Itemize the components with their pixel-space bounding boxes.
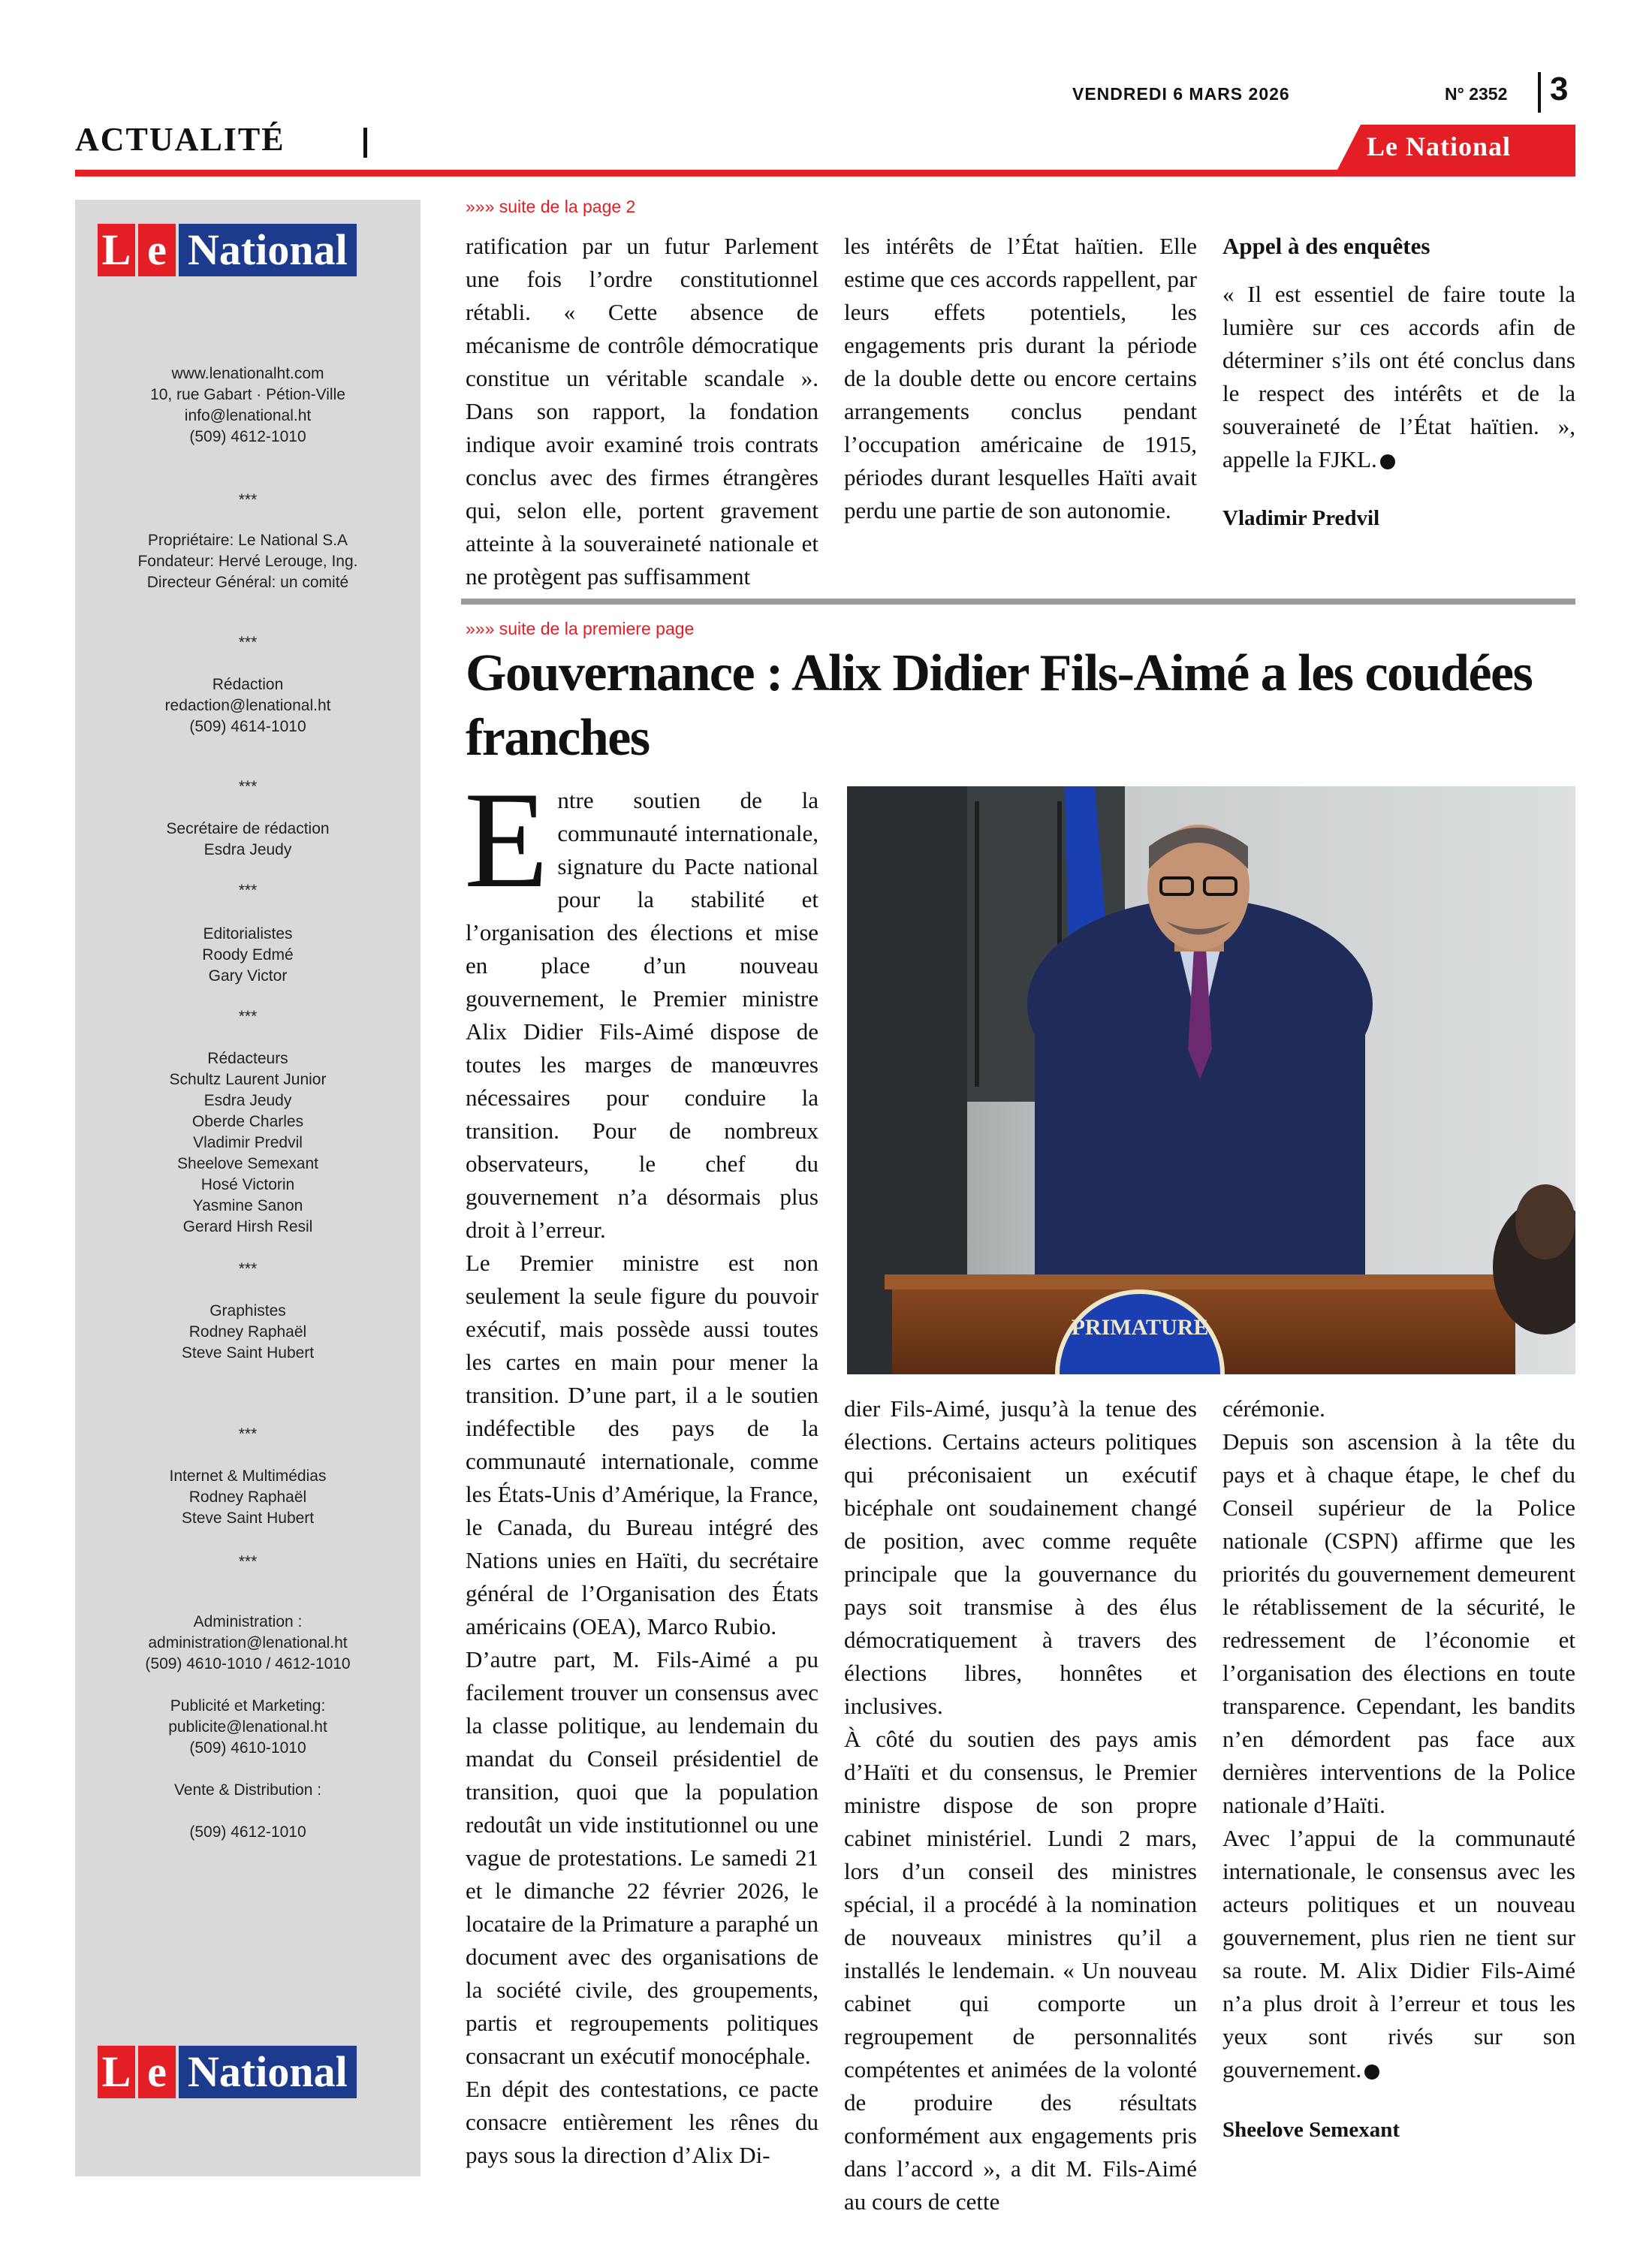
sidebar-owner bbox=[75, 530, 421, 593]
marketing-email: publicite@lenational.ht bbox=[168, 1718, 327, 1736]
writer-name: Vladimir Predvil bbox=[193, 1134, 303, 1151]
sales-title: Vente & Distribution : bbox=[173, 1781, 322, 1799]
sidebar-secretary bbox=[75, 819, 421, 861]
owner-line: Propriétaire: Le National S.A bbox=[147, 532, 348, 549]
sidebar-separator: *** bbox=[238, 778, 258, 795]
article2-column-1 bbox=[464, 763, 818, 2172]
marketing-phone: (509) 4610-1010 bbox=[189, 1739, 306, 1757]
article1-column-3 bbox=[1222, 230, 1575, 535]
logo-letter-l: L bbox=[98, 224, 135, 276]
article2-photo bbox=[847, 786, 1575, 1374]
logo-letter-l: L bbox=[98, 2046, 135, 2098]
page-number: 3 bbox=[1550, 71, 1569, 107]
marketing-title: Publicité et Marketing: bbox=[170, 1697, 326, 1715]
dropcap: E bbox=[464, 763, 549, 916]
logo-word: National bbox=[179, 224, 357, 276]
sidebar-redaction bbox=[75, 674, 421, 737]
sidebar-separator: *** bbox=[238, 1008, 258, 1025]
editorialist-name: Gary Victor bbox=[208, 967, 288, 985]
article2-paragraph: D’autre part, M. Fils-Aimé a pu facilement trouver un consensus avec la classe politique, au lendemain du mandat du Conseil présidentiel de transition, quoi que la population redoutât un vide institutionnel ou une vague de protestations. Le samedi 21 et le dimanche 22 février 2026, le locataire de la Primature a paraphé un document avec des organisations de la société civile, des groupements, partis et regroupements politiques consacrant un exécutif monocéphale. bbox=[466, 1646, 818, 2069]
sidebar-internet bbox=[75, 1466, 421, 1529]
address: 10, rue Gabart · Pétion-Ville bbox=[150, 386, 345, 403]
issue-date: VENDREDI 6 MARS 2026 bbox=[1072, 84, 1290, 104]
logo-letter-e: e bbox=[138, 224, 176, 276]
redaction-phone: (509) 4614-1010 bbox=[189, 718, 306, 735]
header-divider bbox=[1538, 72, 1541, 113]
writer-name: Gerard Hirsh Resil bbox=[182, 1218, 313, 1235]
writers-title: Rédacteurs bbox=[207, 1050, 288, 1067]
article2-paragraph: dier Fils-Aimé, jusqu’à la tenue des élections. Certains acteurs politiques qui préconisaient un exécutif bicéphale ont soudainement changé de position, avec comme requête principale que la gouvernance du pays soit transmise à des élus démocratiquement à travers des élections libres, honnêtes et inclusives. bbox=[844, 1395, 1197, 1719]
article1-column-1 bbox=[466, 230, 818, 593]
internet-title: Internet & Multimédias bbox=[169, 1467, 327, 1485]
sidebar-separator: *** bbox=[238, 1260, 258, 1277]
logo-letter-e: e bbox=[138, 2046, 176, 2098]
sidebar-separator: *** bbox=[238, 882, 258, 899]
spacer bbox=[75, 1675, 421, 1696]
article2-paragraph: ntre soutien de la communauté internationale, signature du Pacte national pour la stabilité et l’organisation des élections et mise en place d’un nouveau gouvernement, le Premier ministre Alix Didier Fils-Aimé dispose de toutes les marges de manœuvres nécessaires pour conduire la transition. Pour de nombreux observateurs, le chef du gouvernement n’a désormais plus droit à l’erreur. bbox=[466, 787, 818, 1243]
website: www.lenationalht.com bbox=[171, 365, 324, 382]
admin-phone: (509) 4610-1010 / 4612-1010 bbox=[145, 1655, 351, 1672]
article1-column-2 bbox=[844, 230, 1197, 527]
graphics-title: Graphistes bbox=[210, 1302, 286, 1320]
article1-text: les intérêts de l’État haïtien. Elle estime que ces accords rappellent, par leurs effets potentiels, les engagements pris durant la période de la double dette ou encore certains arrangements conclus pendant l’occupation américaine de 1915, périodes durant lesquelles Haïti avait perdu une partie de son autonomie. bbox=[844, 233, 1197, 523]
article1-byline: Vladimir Predvil bbox=[1222, 506, 1380, 530]
spacer bbox=[75, 1759, 421, 1780]
article2-paragraph: Le Premier ministre est non seulement la seule figure du pouvoir exécutif, mais possède aussi toutes les cartes en main pour mener la transition. D’une part, il a le soutien indéfectible des pays de la communauté internationale, comme les États-Unis d’Amérique, la France, le Canada, du Bureau intégré des Nations unies en Haïti, du secrétaire général de l’Organisation des États américains (OEA), Marco Rubio. bbox=[466, 1250, 818, 1639]
founder-line: Fondateur: Hervé Lerouge, Ing. bbox=[137, 553, 358, 570]
secretary-name: Esdra Jeudy bbox=[203, 841, 292, 858]
article2-paragraph: En dépit des contestations, ce pacte consacre entièrement les rênes du pays sous la direction d’Alix Di- bbox=[466, 2076, 818, 2168]
admin-email: administration@lenational.ht bbox=[148, 1634, 348, 1651]
sidebar-contact bbox=[75, 363, 421, 448]
editorialists-title: Editorialistes bbox=[203, 925, 293, 943]
section-divider bbox=[363, 128, 367, 158]
writer-name: Hosé Victorin bbox=[200, 1176, 295, 1193]
issue-number: N° 2352 bbox=[1445, 84, 1508, 104]
end-of-article-icon bbox=[1380, 454, 1395, 469]
graphic-name: Rodney Raphaël bbox=[188, 1323, 307, 1341]
internet-name: Rodney Raphaël bbox=[188, 1488, 307, 1506]
article2-paragraph: Avec l’appui de la communauté internationale, le consensus avec les acteurs politiques et un nouveau gouvernement, plus rien ne tient sur sa route. M. Alix Didier Fils-Aimé n’a plus droit à l’erreur et tous les yeux sont rivés sur son gouvernement. bbox=[1222, 1825, 1575, 2083]
article2-column-2 bbox=[844, 1392, 1197, 2218]
email: info@lenational.ht bbox=[184, 407, 312, 424]
phone: (509) 4612-1010 bbox=[189, 428, 306, 445]
sales-phone: (509) 4612-1010 bbox=[189, 1823, 306, 1841]
redaction-email: redaction@lenational.ht bbox=[164, 697, 331, 714]
writer-name: Schultz Laurent Junior bbox=[169, 1071, 327, 1088]
article1-subhead: Appel à des enquêtes bbox=[1222, 233, 1430, 259]
logo-word: National bbox=[179, 2046, 357, 2098]
writer-name: Oberde Charles bbox=[191, 1113, 304, 1130]
article2-paragraph: Depuis son ascension à la tête du pays et à chaque étape, le chef du Conseil supérieur de la Police nationale (CSPN) affirme que les priorités du gouvernement demeurent le rétablissement de la sécurité, le redressement de l’économie et l’organisation des élections en toute transparence. Cependant, les bandits n’en démordent pas face aux dernières interventions de la Police nationale d’Haïti. bbox=[1222, 1428, 1575, 1818]
end-of-article-icon bbox=[1364, 2064, 1379, 2080]
director-line: Directeur Général: un comité bbox=[146, 574, 349, 591]
article2-headline: Gouvernance : Alix Didier Fils-Aimé a les coudées franches bbox=[466, 644, 1533, 767]
internet-name: Steve Saint Hubert bbox=[181, 1510, 315, 1527]
lectern-seal-text: PRIMATURE bbox=[1071, 1315, 1209, 1340]
writer-name: Yasmine Sanon bbox=[192, 1197, 303, 1214]
article2-column-3 bbox=[1222, 1392, 1575, 2146]
article1-text: « Il est essentiel de faire toute la lumière sur ces accords afin de déterminer s’ils ont été conclus dans le respect des intérêts et de la souveraineté de l’État haïtien. », appelle la FJKL. bbox=[1222, 281, 1575, 472]
article2-byline: Sheelove Semexant bbox=[1222, 2118, 1400, 2142]
sidebar-writers bbox=[75, 1048, 421, 1238]
masthead-logo-top bbox=[98, 224, 357, 276]
sidebar-editorialists bbox=[75, 924, 421, 987]
brand-ribbon-label: Le National bbox=[1367, 131, 1512, 161]
admin-title: Administration : bbox=[193, 1613, 303, 1630]
spacer bbox=[75, 1801, 421, 1822]
continued-from-page-2: »»» suite de la page 2 bbox=[466, 197, 636, 216]
sidebar-admin bbox=[75, 1612, 421, 1843]
graphic-name: Steve Saint Hubert bbox=[181, 1344, 315, 1362]
sidebar-graphics bbox=[75, 1301, 421, 1364]
article2-paragraph: cérémonie. bbox=[1222, 1395, 1325, 1422]
redaction-title: Rédaction bbox=[212, 676, 284, 693]
continued-from-front-page: »»» suite de la premiere page bbox=[466, 619, 695, 638]
sidebar-separator: *** bbox=[238, 491, 258, 508]
sidebar-separator: *** bbox=[238, 634, 258, 651]
writer-name: Sheelove Semexant bbox=[177, 1155, 318, 1172]
article1-text: ratification par un futur Parlement une fois l’ordre constitutionnel rétabli. « Cette absence de mécanisme de contrôle démocratique constitue un véritable scandale ». Dans son rapport, la fondation indique avoir examiné trois contrats conclus avec des firmes étrangères qui, selon elle, portent gravement atteinte à la souveraineté nationale et ne protègent pas suffisamment bbox=[466, 233, 818, 590]
header-rule bbox=[75, 170, 1575, 176]
article-separator bbox=[461, 599, 1575, 605]
masthead-logo-bottom bbox=[98, 2046, 357, 2098]
section-title: ACTUALITÉ bbox=[75, 121, 285, 158]
secretary-title: Secrétaire de rédaction bbox=[166, 820, 330, 837]
writer-name: Esdra Jeudy bbox=[203, 1092, 292, 1109]
sidebar-separator: *** bbox=[238, 1553, 258, 1570]
article2-paragraph: À côté du soutien des pays amis d’Haïti et du consensus, le Premier ministre dispose de son propre cabinet ministériel. Lundi 2 mars, lors d’un conseil des ministres spécial, il a procédé à la nomination de nouveaux ministres qu’il a installés le lendemain. « Un nouveau cabinet qui comporte un regroupement de personnalités compétentes et animées de la volonté de produire des résultats conformément aux engagements pris dans l’accord », a dit M. Fils-Aimé au cours de cette bbox=[844, 1726, 1197, 2215]
editorialist-name: Roody Edmé bbox=[202, 946, 294, 964]
sidebar-separator: *** bbox=[238, 1425, 258, 1443]
